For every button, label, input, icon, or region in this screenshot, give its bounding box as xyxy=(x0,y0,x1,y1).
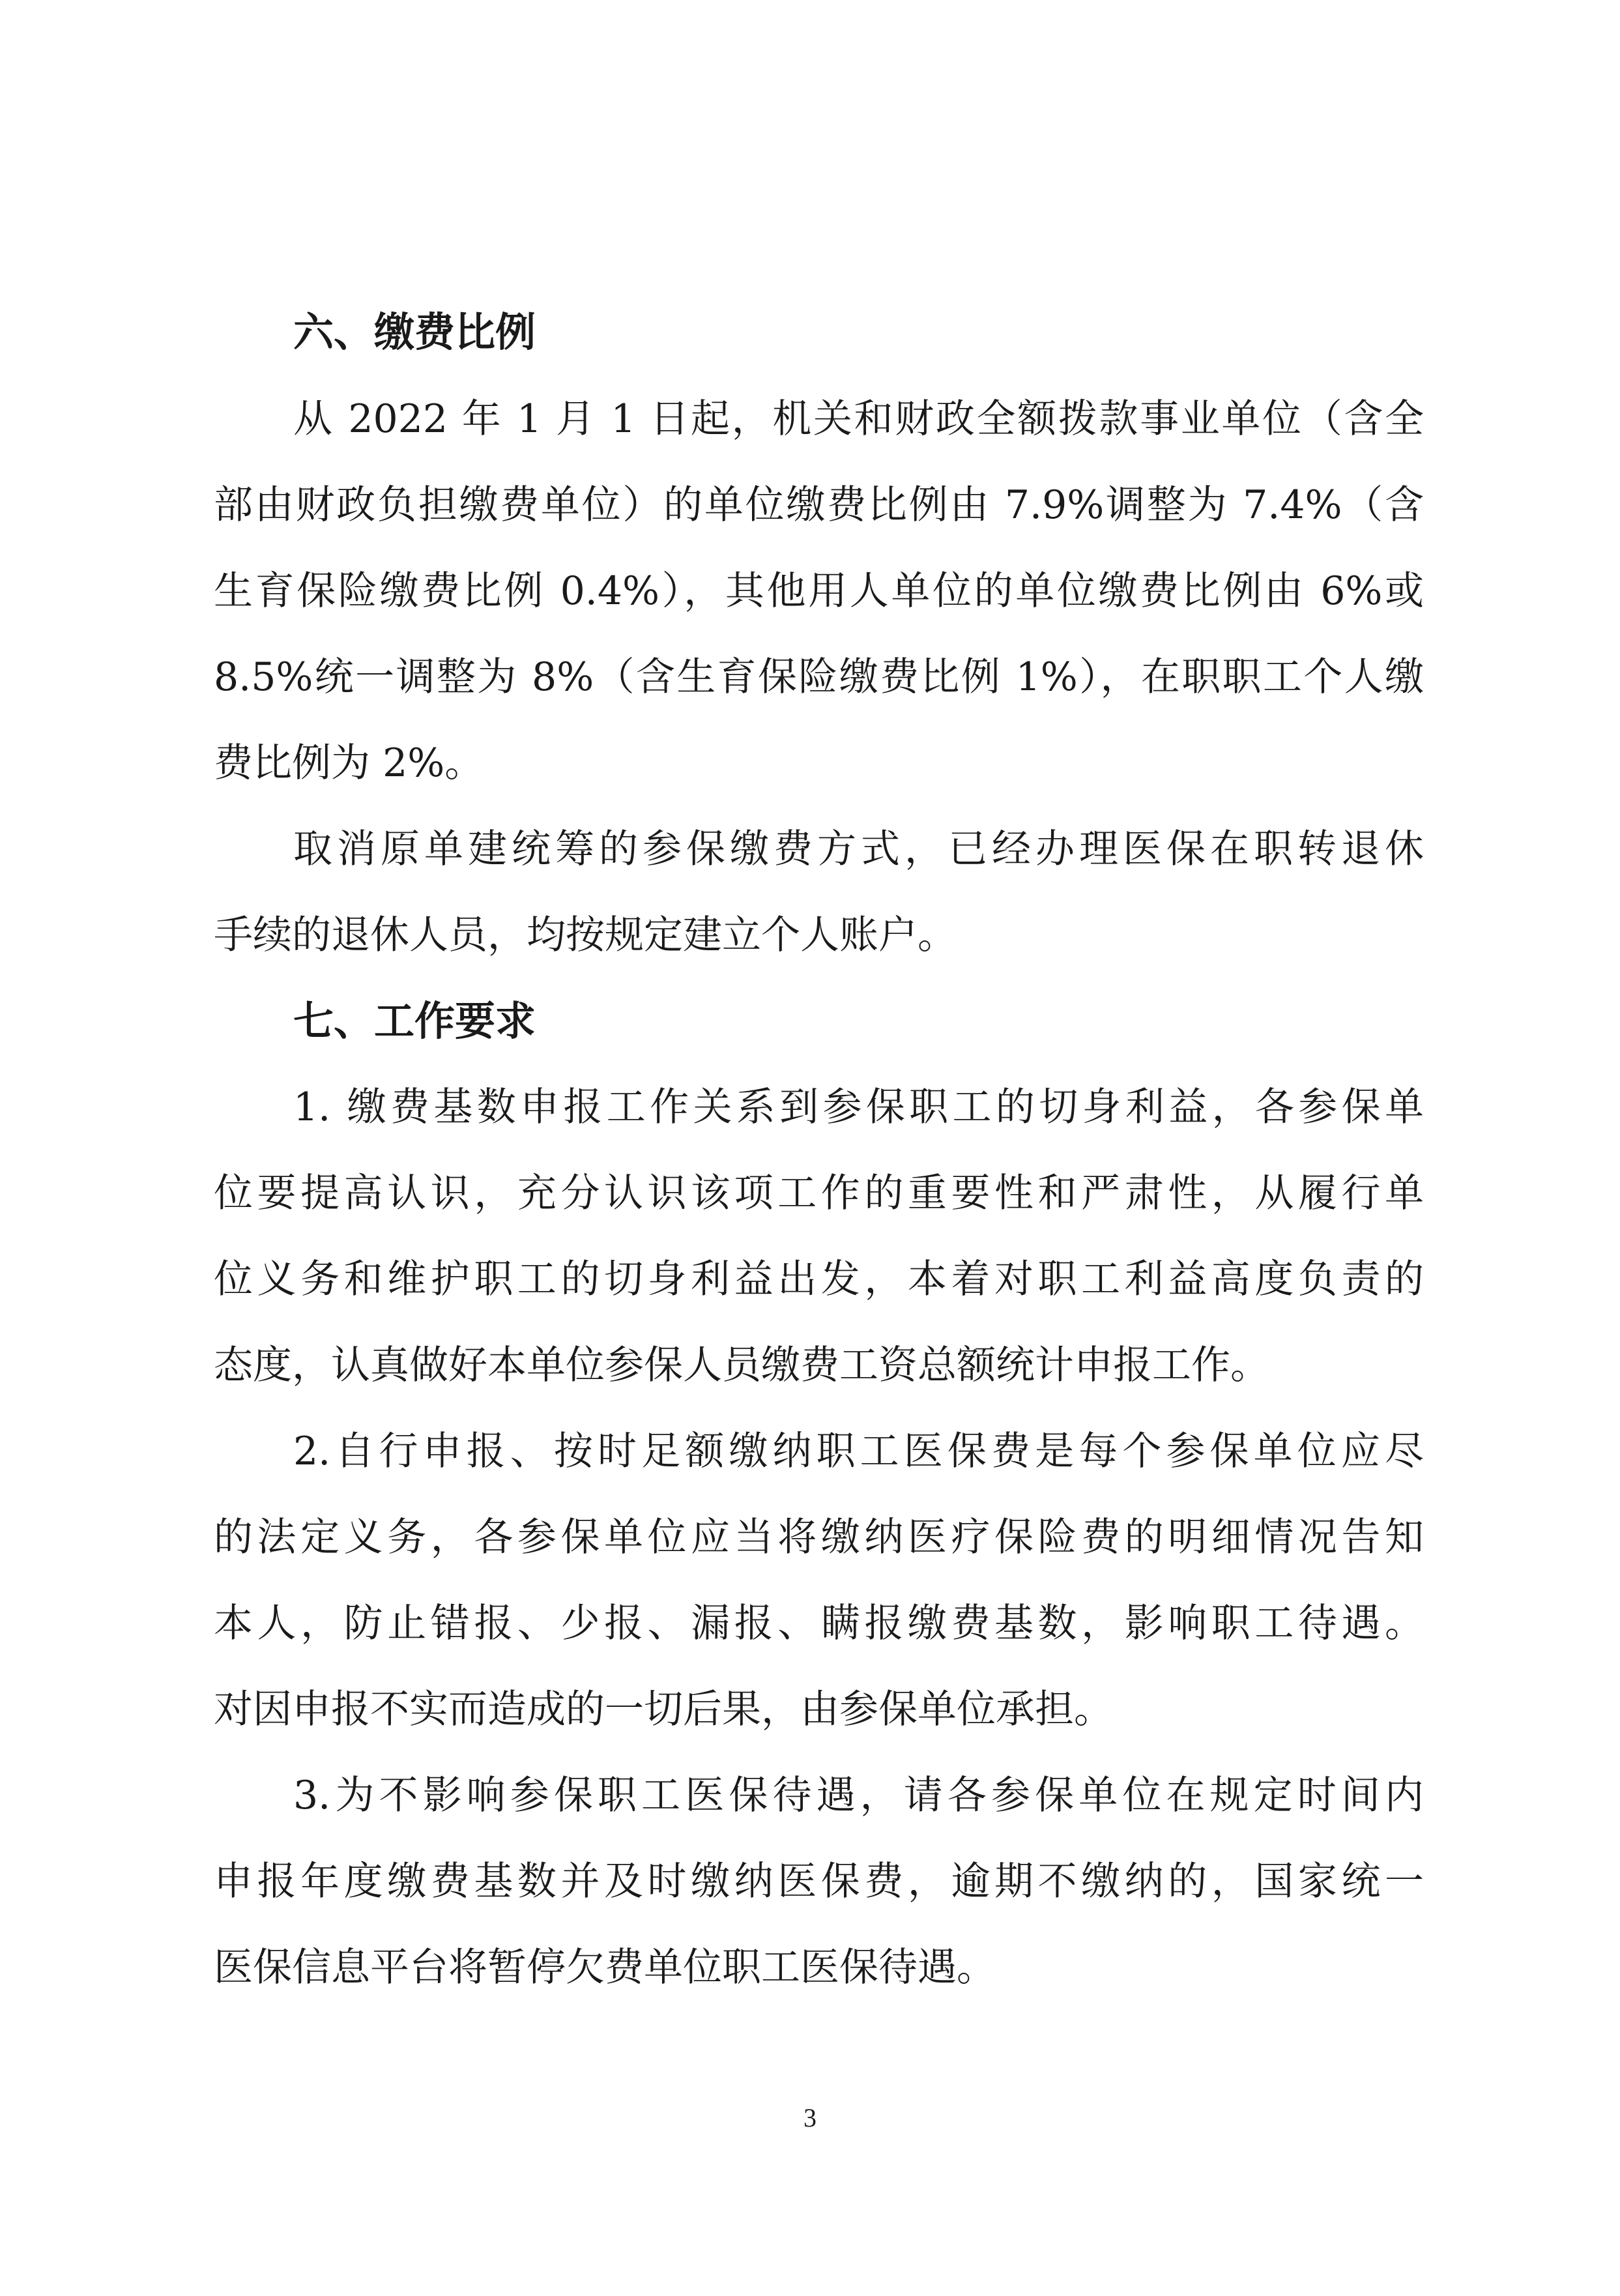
document-page: 六、缴费比例 从 2022 年 1 月 1 日起，机关和财政全额拨款事业单位（含全 部由财政负担缴费单位）的单位缴费比例由 7.9%调整为 7.4%（含 生育保险缴费比例 0.4%），其他用人单位的单位缴费比例由 6%或 8.5%统一调整为 8%（含生育保险缴费比例 1%），在职职工个人缴 费比例为 2%。 取消原单建统筹的参保缴费方式，已经办理医保在职转退休 手续的退休人员，均按规定建立个人账户。 七、工作要求 1. 缴费基数申报工作关系到参保职工的切身利益，各参保单 位要提高认识，充分认识该项工作的重要性和严肃性，从履行单 位义务和维护职工的切身利益出发，本着对职工利益高度负责的 态度，认真做好本单位参保人员缴费工资总额统计申报工作。 2.自行申报、按时足额缴纳职工医保费是每个参保单位应尽 的法定义务，各参保单位应当将缴纳医疗保险费的明细情况告知 本人，防止错报、少报、漏报、瞒报缴费基数，影响职工待遇。 对因申报不实而造成的一切后果，由参保单位承担。 3.为不影响参保职工医保待遇，请各参保单位在规定时间内 申报年度缴费基数并及时缴纳医保费，逾期不缴纳的，国家统一 医保信息平台将暂停欠费单位职工医保待遇。 3 xyxy=(0,0,1620,2296)
page-number: 3 xyxy=(803,2103,817,2132)
